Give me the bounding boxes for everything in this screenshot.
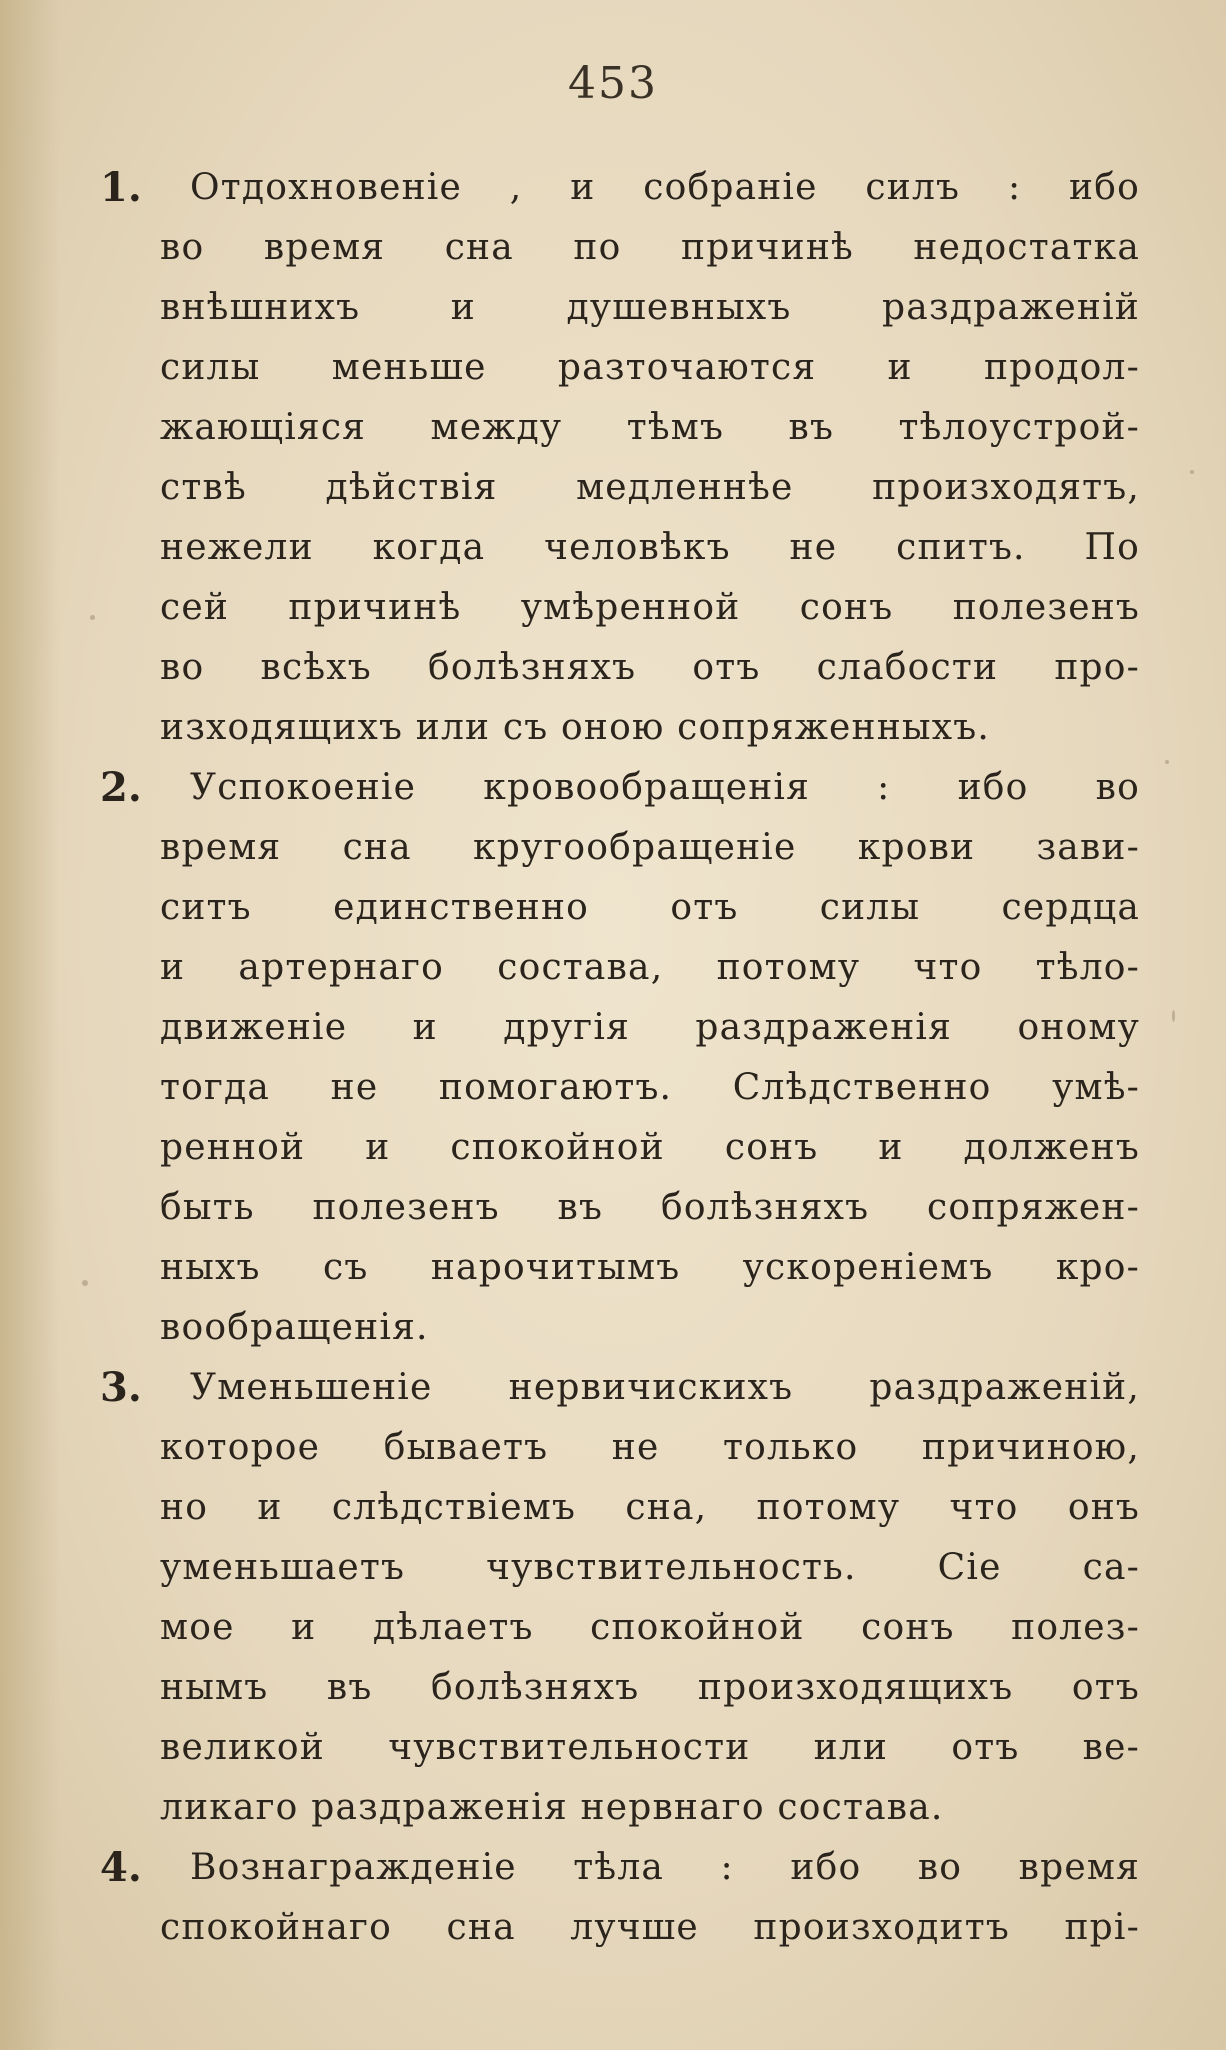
text-line: движеніе и другія раздраженія оному xyxy=(160,1007,1140,1048)
item-number: 1. xyxy=(100,164,142,211)
list-item-4 xyxy=(100,1838,1140,1958)
text-line: великой чувствительности или отъ ве- xyxy=(160,1727,1140,1768)
paper-speck xyxy=(90,615,95,620)
text-line: изходящихъ или съ оною сопряженныхъ. xyxy=(160,707,991,748)
list-item-2 xyxy=(100,758,1140,1358)
text-line: ситъ единственно отъ силы сердца xyxy=(160,887,1140,928)
item-number: 4. xyxy=(100,1844,142,1891)
text-line: нымъ въ болѣзняхъ произходящихъ отъ xyxy=(160,1667,1140,1708)
text-line: Отдохновеніе , и собраніе силъ : ибо xyxy=(190,167,1140,208)
text-line: Уменьшеніе нервичискихъ раздраженій, xyxy=(190,1367,1140,1408)
list-item-1 xyxy=(100,158,1140,758)
paper-speck xyxy=(82,1280,88,1286)
item-number: 2. xyxy=(100,764,142,811)
text-line: и артернаго состава, потому что тѣло- xyxy=(160,947,1140,988)
text-line: внѣшнихъ и душевныхъ раздраженій xyxy=(160,287,1140,328)
paper-speck xyxy=(1165,760,1169,764)
paper-speck xyxy=(1190,470,1194,474)
text-line: во время сна по причинѣ недостатка xyxy=(160,227,1140,268)
text-line: время сна кругообращеніе крови зави- xyxy=(160,827,1140,868)
text-line: уменьшаетъ чувствительность. Сіе са- xyxy=(160,1547,1140,1588)
text-line: тогда не помогаютъ. Слѣдственно умѣ- xyxy=(160,1067,1140,1108)
text-line: во всѣхъ болѣзняхъ отъ слабости про- xyxy=(160,647,1140,688)
text-line: Успокоеніе кровообращенія : ибо во xyxy=(190,767,1140,808)
text-line: мое и дѣлаетъ спокойной сонъ полез- xyxy=(160,1607,1140,1648)
list-item-3 xyxy=(100,1358,1140,1838)
text-line: ренной и спокойной сонъ и долженъ xyxy=(160,1127,1140,1168)
text-line: вообращенія. xyxy=(160,1307,429,1348)
text-line: ствѣ дѣйствія медленнѣе произходятъ, xyxy=(160,467,1140,508)
text-line: ликаго раздраженія нервнаго состава. xyxy=(160,1787,944,1828)
text-block xyxy=(100,158,1140,1958)
paper-speck xyxy=(1172,1010,1175,1022)
item-number: 3. xyxy=(100,1364,142,1411)
text-line: силы меньше разточаются и продол- xyxy=(160,347,1140,388)
text-line: нежели когда человѣкъ не спитъ. По xyxy=(160,527,1140,568)
text-line: быть полезенъ въ болѣзняхъ сопряжен- xyxy=(160,1187,1140,1228)
page-number: 453 xyxy=(568,58,658,109)
text-line: которое бываетъ не только причиною, xyxy=(160,1427,1140,1468)
text-line: сей причинѣ умѣренной сонъ полезенъ xyxy=(160,587,1140,628)
binding-shadow xyxy=(0,0,60,2050)
text-line: Вознагражденіе тѣла : ибо во время xyxy=(190,1847,1140,1888)
text-line: ныхъ съ нарочитымъ ускореніемъ кро- xyxy=(160,1247,1140,1288)
text-line: жающіяся между тѣмъ въ тѣлоустрой- xyxy=(160,407,1140,448)
text-line: но и слѣдствіемъ сна, потому что онъ xyxy=(160,1487,1140,1528)
text-line: спокойнаго сна лучше произходитъ прі- xyxy=(160,1907,1140,1948)
